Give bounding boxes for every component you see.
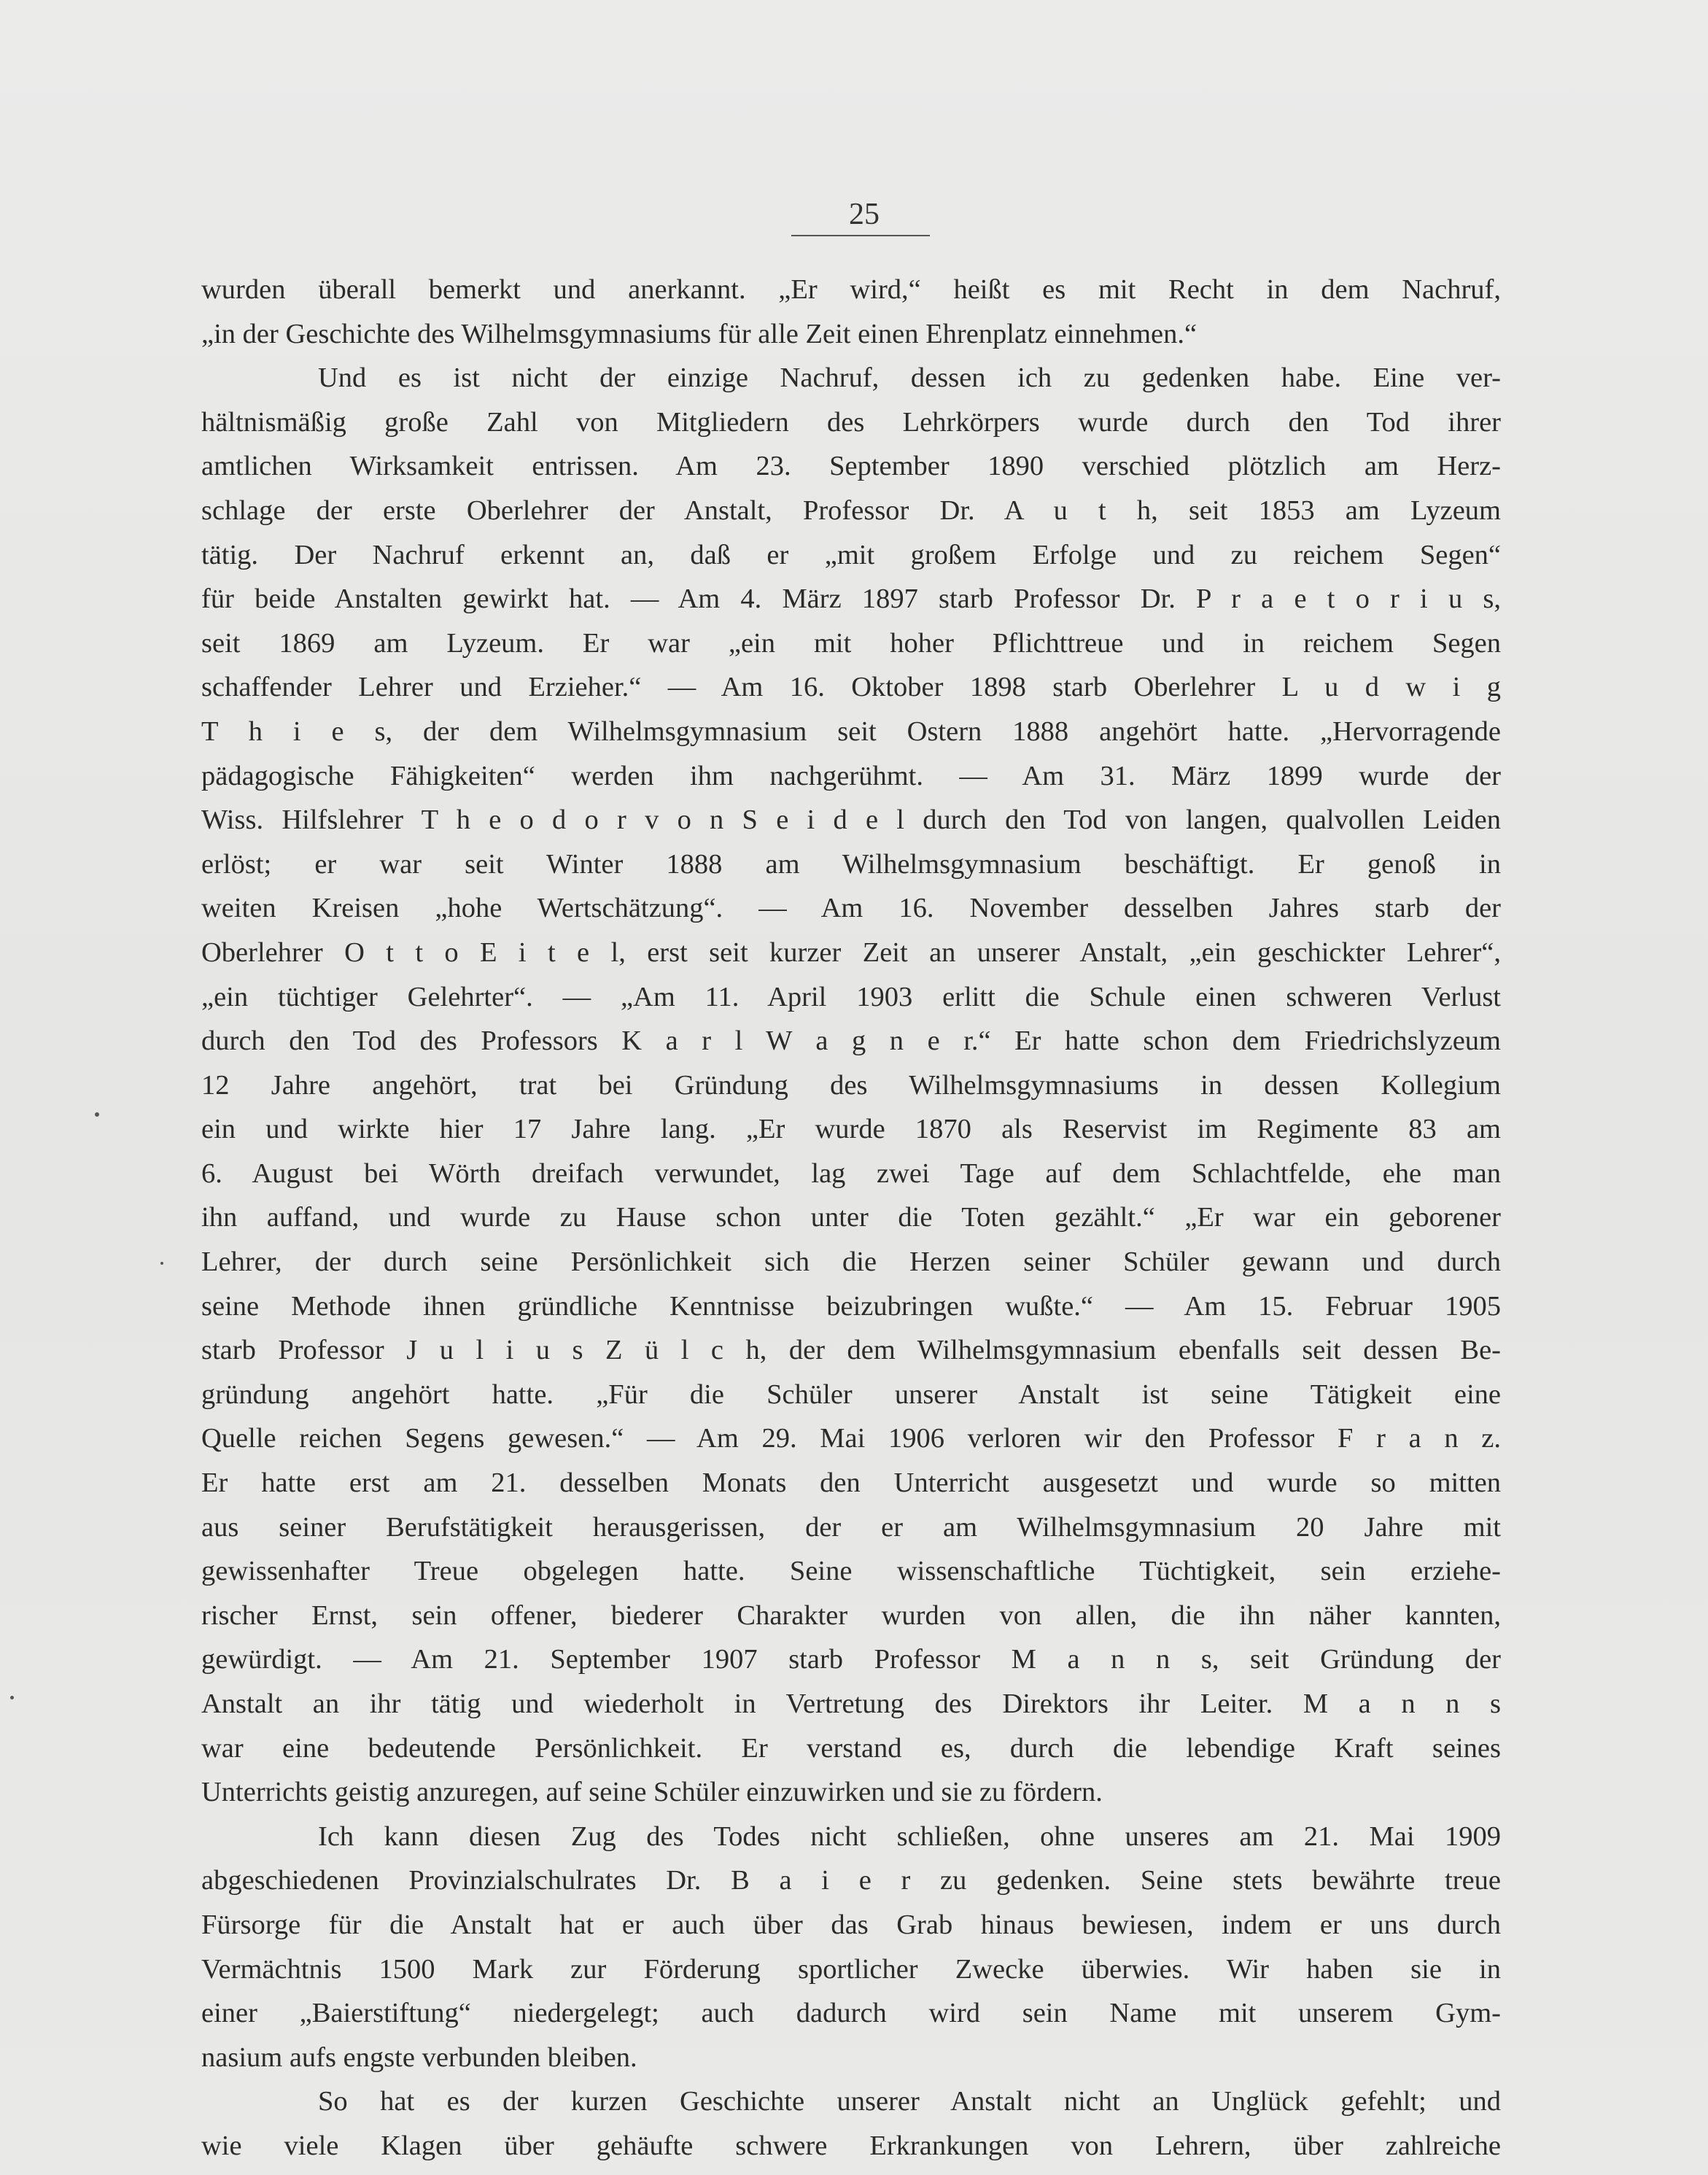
text-line: gewürdigt. — Am 21. September 1907 starb Professor M a n n s, seit Gründung der (201, 1644, 1501, 1675)
text-line: ein und wirkte hier 17 Jahre lang. „Er wurde 1870 als Reservist im Regimente 83 am (201, 1114, 1501, 1145)
text-line: Lehrer, der durch seine Persönlichkeit sich die Herzen seiner Schüler gewann und durch (201, 1247, 1501, 1278)
text-line: rischer Ernst, sein offener, biederer Charakter wurden von allen, die ihn näher kannten, (201, 1600, 1501, 1631)
text-line: 6. August bei Wörth dreifach verwundet, lag zwei Tage auf dem Schlachtfelde, ehe man (201, 1158, 1501, 1189)
text-line: aus seiner Berufstätigkeit herausgerissen, der er am Wilhelmsgymnasium 20 Jahre mit (201, 1511, 1501, 1543)
text-line: 12 Jahre angehört, trat bei Gründung des Wilhelmsgymnasiums in dessen Kollegium (201, 1069, 1501, 1101)
body-text (201, 268, 1501, 2168)
text-line: Und es ist nicht der einzige Nachruf, dessen ich zu gedenken habe. Eine ver- (318, 362, 1501, 394)
text-line: Er hatte erst am 21. desselben Monats den Unterricht ausgesetzt und wurde so mitten (201, 1468, 1501, 1499)
text-line: gründung angehört hatte. „Für die Schüler unserer Anstalt ist seine Tätigkeit eine (201, 1379, 1501, 1410)
text-line: T h i e s, der dem Wilhelmsgymnasium seit Ostern 1888 angehört hatte. „Hervorragende (201, 716, 1501, 747)
text-line: abgeschiedenen Provinzialschulrates Dr. B a i e r zu gedenken. Seine stets bewährte treue (201, 1865, 1501, 1896)
text-line: pädagogische Fähigkeiten“ werden ihm nachgerühmt. — Am 31. März 1899 wurde der (201, 760, 1501, 791)
text-line: Wiss. Hilfslehrer T h e o d o r v o n S e i d e l durch den Tod von langen, qualvollen Leiden (201, 805, 1501, 836)
text-line: Oberlehrer O t t o E i t e l, erst seit kurzer Zeit an unserer Anstalt, „ein geschickter Lehrer“, (201, 937, 1501, 968)
text-line: hältnismäßig große Zahl von Mitgliedern des Lehrkörpers wurde durch den Tod ihrer (201, 406, 1501, 438)
text-line: „ein tüchtiger Gelehrter“. — „Am 11. April 1903 erlitt die Schule einen schweren Verlust (201, 981, 1501, 1012)
text-line: wurden überall bemerkt und anerkannt. „Er wird,“ heißt es mit Recht in dem Nachruf, (201, 274, 1501, 305)
text-line: amtlichen Wirksamkeit entrissen. Am 23. September 1890 verschied plötzlich am Herz- (201, 451, 1501, 482)
page-number-rule (791, 235, 930, 236)
text-line: tätig. Der Nachruf erkennt an, daß er „mit großem Erfolge und zu reichem Segen“ (201, 539, 1501, 570)
scan-speck (160, 1262, 163, 1265)
text-line: für beide Anstalten gewirkt hat. — Am 4. März 1897 starb Professor Dr. P r a e t o r i u s, (201, 584, 1501, 615)
text-line: ihn auffand, und wurde zu Hause schon unter die Toten gezählt.“ „Er war ein geborener (201, 1202, 1501, 1233)
text-line: gewissenhafter Treue obgelegen hatte. Seine wissenschaftliche Tüchtigkeit, sein erziehe- (201, 1556, 1501, 1587)
text-line: einer „Baierstiftung“ niedergelegt; auch dadurch wird sein Name mit unserem Gym- (201, 1998, 1501, 2029)
scan-speck (95, 1112, 99, 1117)
text-line: Fürsorge für die Anstalt hat er auch über das Grab hinaus bewiesen, indem er uns durch (201, 1909, 1501, 1940)
text-line: Quelle reichen Segens gewesen.“ — Am 29. Mai 1906 verloren wir den Professor F r a n z. (201, 1423, 1501, 1454)
text-line: durch den Tod des Professors K a r l W a g n e r.“ Er hatte schon dem Friedrichslyzeum (201, 1026, 1501, 1057)
text-line: erlöst; er war seit Winter 1888 am Wilhelmsgymnasium beschäftigt. Er genoß in (201, 848, 1501, 880)
text-line: „in der Geschichte des Wilhelmsgymnasiums für alle Zeit einen Ehrenplatz einnehmen.“ (201, 318, 1197, 349)
text-line: seine Methode ihnen gründliche Kenntnisse beizubringen wußte.“ — Am 15. Februar 1905 (201, 1290, 1501, 1322)
text-line: war eine bedeutende Persönlichkeit. Er verstand es, durch die lebendige Kraft seines (201, 1732, 1501, 1764)
text-line: weiten Kreisen „hohe Wertschätzung“. — Am 16. November desselben Jahres starb der (201, 893, 1501, 924)
text-line: Anstalt an ihr tätig und wiederholt in Vertretung des Direktors ihr Leiter. M a n n s (201, 1689, 1501, 1719)
text-line: starb Professor J u l i u s Z ü l c h, der dem Wilhelmsgymnasium ebenfalls seit dessen Be- (201, 1335, 1501, 1366)
text-line: seit 1869 am Lyzeum. Er war „ein mit hoher Pflichttreue und in reichem Segen (201, 627, 1501, 659)
scan-speck (10, 1696, 14, 1699)
text-line: schlage der erste Oberlehrer der Anstalt, Professor Dr. A u t h, seit 1853 am Lyzeum (201, 495, 1501, 526)
text-line: So hat es der kurzen Geschichte unserer Anstalt nicht an Unglück gefehlt; und (318, 2086, 1501, 2117)
text-line: nasium aufs engste verbunden bleiben. (201, 2042, 637, 2073)
text-line: wie viele Klagen über gehäufte schwere Erkrankungen von Lehrern, über zahlreiche (201, 2130, 1501, 2161)
page-number: 25 (849, 198, 880, 231)
text-line: Unterrichts geistig anzuregen, auf seine Schüler einzuwirken und sie zu fördern. (201, 1777, 1103, 1808)
text-line: schaffender Lehrer und Erzieher.“ — Am 16. Oktober 1898 starb Oberlehrer L u d w i g (201, 672, 1501, 703)
text-line: Vermächtnis 1500 Mark zur Förderung sportlicher Zwecke überwies. Wir haben sie in (201, 1953, 1501, 1985)
text-line: Ich kann diesen Zug des Todes nicht schließen, ohne unseres am 21. Mai 1909 (318, 1821, 1501, 1852)
